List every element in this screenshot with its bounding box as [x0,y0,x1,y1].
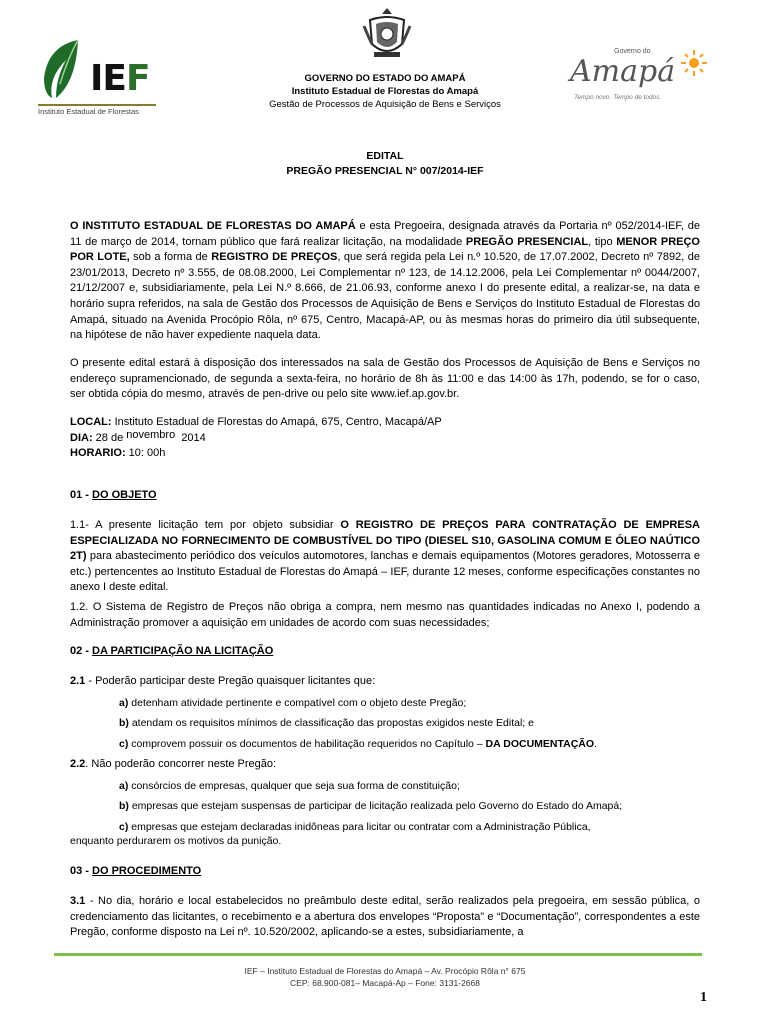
s21-b-label: b) [119,717,129,729]
amapa-logo [566,48,716,112]
header-institute: Instituto Estadual de Florestas do Amapá [291,86,479,97]
coat-of-arms-icon [362,6,412,61]
s22-item-b [119,799,699,814]
intro-text-3: sob a forma de [129,251,212,264]
section-2-heading [70,645,273,657]
s21-c-text: comprovem possuir os documentos de habilitação requeridos no Capítulo – [128,738,486,750]
s31-number: 3.1 [70,895,86,907]
dia-label: DIA: [70,432,93,444]
section-2-title: DA PARTICIPAÇÃO NA LICITAÇÃO [92,645,274,657]
intro-bold-1: O INSTITUTO ESTADUAL DE FLORESTAS DO AMAPÁ [70,220,356,232]
local-value: Instituto Estadual de Florestas do Amapá, 675, Centro, Macapá/AP [111,416,442,428]
leaf-icon [38,38,82,100]
section-3-heading [70,865,201,877]
section-2-2 [70,757,700,773]
intro-paragraph [70,219,700,344]
s21-item-c [119,737,699,752]
intro-text-1: e esta Pregoeira, designada através da Portaria nº 052/2014-IEF, de 11 de março de 2014, tornam público que fará realizar licitação, na modalidade [70,220,700,248]
info-dia [70,431,700,447]
s22-item-c-cont: enquanto perdurarem os motivos da punição. [70,835,282,847]
section-2-number: 02 - [70,645,93,657]
s22-a-label: a) [119,780,129,792]
sun-icon [674,48,714,78]
section-3-1 [70,894,700,941]
s21-c-end: . [594,738,597,750]
dia-month: novembro [126,429,176,441]
s22-number: 2.2 [70,758,86,770]
ief-logo [38,38,158,118]
footer-contact: CEP: 68.900-081– Macapá-Ap – Fone: 3131-2668 [290,978,480,988]
intro-bold-2: PREGÃO PRESENCIAL [465,235,589,248]
s11-text-1: 1.1- A presente licitação tem por objeto subsidiar [70,519,341,531]
local-label: LOCAL: [70,416,112,428]
s21-item-b [119,716,699,731]
section-1-2: 1.2. O Sistema de Registro de Preços não obriga a compra, nem mesmo nas quantidades indicadas no Anexo I, podendo a Administração promover a aquisição em unidades de acordo com suas necessidades; [70,601,700,629]
section-3-title: DO PROCEDIMENTO [92,865,202,877]
s21-item-a [119,696,699,711]
header-government: GOVERNO DO ESTADO DO AMAPÁ [304,73,466,84]
s11-text-2: para abastecimento periódico dos veículos automotores, lanchas e demais equipamentos (Motores geradores, Motosserra e etc.) pertencentes ao Instituto Estadual de Florestas do Amapá – IEF, durante 12 meses, conforme especificações constantes no anexo I deste edital. [70,550,700,594]
s21-b-text: atendam os requisitos mínimos de classificação das propostas exigidos neste Edital; e [128,717,534,729]
intro-bold-4: REGISTRO DE PREÇOS [211,251,338,264]
s21-c-label: c) [119,738,129,750]
ief-logo-caption: Instituto Estadual de Florestas [38,104,156,116]
s22-c-label: c) [119,821,129,833]
s21-a-label: a) [119,697,129,709]
intro-text-2: , tipo [588,235,617,248]
s22-text: . Não poderão concorrer neste Pregão: [85,758,277,770]
horario-value: 10: 00h [125,447,166,459]
intro-text-4: , que será regida pela Lei n.º 10.520, de 17.07.2002, Decreto nº 7892, de 23/01/2013, Decreto nº 3.555, de 08.08.2000, Lei Complementar nº 123, de 14.12.2006, pela Lei Complementar nº 0044/2007, 21/12/2007 e, subsidiariamente, pela Lei N.º 8.666, de 21.06.93, conforme anexo I do presente edital, a realizar-se, na data e horário supra referidos, na sala de Gestão dos Processos de Aquisição de Bens e Serviços do Instituto Estadual de Florestas do Amapá, situado na Avenida Procópio Rôla, nº 675, Centro, Macapá-AP, ou às mesmas horas do primeiro dia útil subsequente, na hipótese de não haver expediente naquela data. [70,251,701,342]
s21-c-bold: DA DOCUMENTAÇÃO [485,738,595,750]
s22-b-label: b) [119,800,129,812]
s22-c-text: empresas que estejam declaradas inidôneas para licitar ou contratar com a Administração Pública, [128,821,591,833]
info-horario [70,446,700,462]
footer-divider [54,953,702,956]
s21-number: 2.1 [70,675,86,687]
ief-logo-text: IEF [90,58,150,99]
s21-text: - Poderão participar deste Pregão quaisquer licitantes que: [85,675,376,687]
header-department: Gestão de Processos de Aquisição de Bens e Serviços [269,99,501,110]
s21-a-text: detenham atividade pertinente e compatível com o objeto deste Pregão; [128,697,467,709]
section-1-number: 01 - [70,489,93,501]
amapa-logo-small: Governo do [614,48,651,55]
amapa-logo-word: Amapá [570,54,676,89]
s11-bold: O REGISTRO DE PREÇOS PARA CONTRATAÇÃO DE EMPRESA ESPECIALIZADA NO FORNECIMENTO DE COMBUSTÍVEL DO TIPO (DIESEL S10, GASOLINA COMUM E ÓLEO NAÚTICO 2T) [70,519,700,563]
s22-item-a [119,779,699,794]
dia-day: 28 de [95,432,124,444]
section-1-title: DO OBJETO [92,489,157,501]
s22-a-text: consórcios de empresas, qualquer que seja sua forma de constituição; [128,780,460,792]
intro-paragraph-2: O presente edital estará à disposição dos interessados na sala de Gestão dos Processos de Aquisição de Bens e Serviços no endereço supramencionado, de segunda a sexta-feira, no horário de 8h às 11:00 e das 14:00 às 17h, podendo, se for o caso, ser obtida cópia do mesmo, através de pen-drive ou pelo site www.ief.ap.gov.br. [70,357,700,401]
section-3-number: 03 - [70,865,93,877]
intro-bold-3: MENOR PREÇO POR LOTE, [70,235,700,264]
horario-label: HORARIO: [70,447,126,459]
s22-b-text: empresas que estejam suspensas de participar de licitação realizada pelo Governo do Estado do Amapá; [128,800,623,812]
doc-title: EDITAL [366,150,404,162]
section-1-1 [70,518,700,596]
footer-address: IEF – Instituto Estadual de Florestas do Amapá – Av. Procópio Rôla n° 675 [244,966,526,976]
section-2-1 [70,674,700,690]
dia-year: 2014 [181,432,206,444]
s22-item-c [119,820,699,835]
doc-subtitle: PREGÃO PRESENCIAL N° 007/2014-IEF [286,165,484,177]
page-number: 1 [700,990,707,1005]
section-1-heading [70,489,157,501]
s31-text: - No dia, horário e local estabelecidos no preâmbulo deste edital, serão realizados pela pregoeira, em sessão pública, o credenciamento das licitantes, o recebimento e a abertura dos envelopes “Proposta” e “Documentação”, correspondentes a este Pregão, conforme disposto na Lei nº. 10.520/2002, aplicando-se a estes, subsidiariamente, a [70,895,700,939]
amapa-logo-tagline: Tempo novo. Tempo de todos. [574,94,662,101]
